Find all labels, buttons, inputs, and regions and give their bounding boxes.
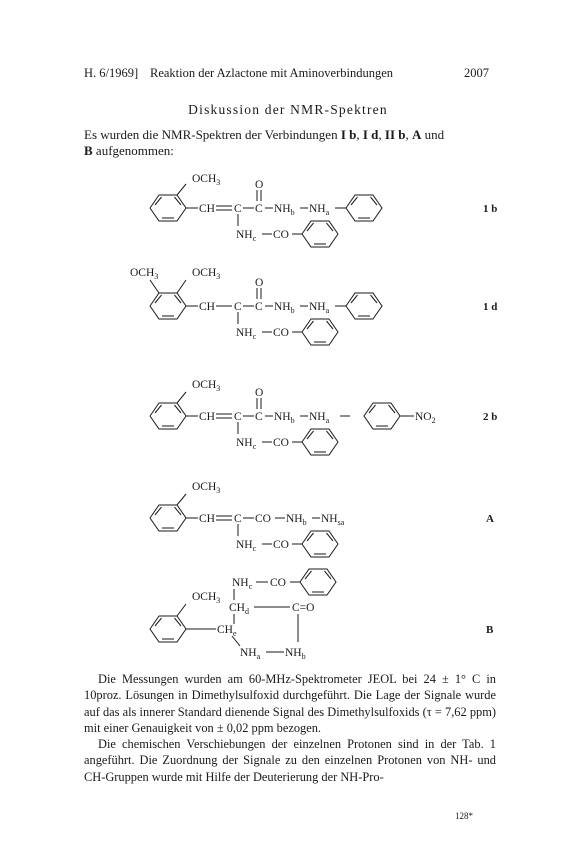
intro-text-end: aufgenommen: bbox=[95, 143, 174, 158]
svg-text:OCH3: $OCH_3$ bbox=[130, 267, 159, 281]
svg-text:OCH3: $OCH_3$ bbox=[192, 173, 221, 187]
svg-text:NO2: $NO_2$ bbox=[415, 411, 436, 425]
signature-mark: 128* bbox=[455, 811, 473, 821]
structure-1d bbox=[130, 267, 497, 345]
svg-text:C: C bbox=[234, 203, 242, 215]
svg-text:C: C bbox=[234, 411, 242, 423]
compound-label-1d: 1 d bbox=[483, 301, 498, 313]
compound-label-1b: 1 b bbox=[483, 203, 498, 215]
svg-text:OCH3: $OCH_3$ bbox=[192, 591, 221, 605]
svg-text:NHc: $NH_c$ bbox=[232, 577, 253, 591]
svg-text:NHb: $NH_b$ bbox=[286, 513, 307, 527]
compound-label-2b: 2 b bbox=[483, 411, 498, 423]
svg-text:NHa: $NH_a$ bbox=[309, 411, 330, 425]
svg-text:C: C bbox=[255, 411, 263, 423]
intro-text: Es wurden die NMR-Spektren der Verbindungen bbox=[84, 127, 338, 142]
svg-text:CO: CO bbox=[273, 327, 289, 339]
svg-text:CH: CH bbox=[199, 513, 215, 525]
compound-ref-a: A bbox=[412, 127, 422, 142]
svg-text:CH: CH bbox=[199, 203, 215, 215]
compound-ref-b: B bbox=[84, 143, 93, 158]
svg-text:C: C bbox=[255, 301, 263, 313]
svg-text:NHa: $NH_a$ bbox=[309, 301, 330, 315]
svg-text:NHc: $NH_c$ bbox=[236, 229, 257, 243]
compound-ref-id: I d bbox=[362, 127, 379, 142]
svg-text:O: O bbox=[255, 277, 264, 289]
svg-text:CO: CO bbox=[270, 577, 286, 589]
svg-text:NHb: $NH_b$ bbox=[285, 647, 306, 661]
svg-text:NHsa: $NH_{sa}$ bbox=[321, 513, 345, 527]
structure-b bbox=[150, 569, 494, 661]
svg-text:C: C bbox=[234, 301, 242, 313]
svg-text:NHc: $NH_c$ bbox=[236, 539, 257, 553]
intro-und: und bbox=[424, 127, 445, 142]
structure-a bbox=[150, 481, 494, 557]
body-paragraph-1: Die Messungen wurden am 60-MHz-Spektrometer JEOL bei 24 ± 1° C in 10proz. Lösungen in Dimethylsulfoxid durchgeführt. Die Lage der Signale wurde auf das als innerer Standard dienende Signal des Dimethylsulfoxids (τ = 7,62 ppm) mit einer Genauigkeit von ± 0,02 ppm bezogen. bbox=[84, 672, 496, 735]
svg-text:CHd: $CH_d$ bbox=[229, 602, 249, 616]
svg-text:CO: CO bbox=[255, 513, 271, 525]
svg-text:OCH3: $OCH_3$ bbox=[192, 379, 221, 393]
svg-text:NHc: $NH_c$ bbox=[236, 437, 257, 451]
svg-text:O: O bbox=[255, 179, 264, 191]
svg-text:CO: CO bbox=[273, 437, 289, 449]
svg-text:C: C bbox=[255, 203, 263, 215]
running-header-left: H. 6/1969] bbox=[84, 66, 139, 80]
svg-text:CO: CO bbox=[273, 229, 289, 241]
svg-text:CHe: $CH_e$ bbox=[217, 624, 237, 638]
svg-text:OCH3: $OCH_3$ bbox=[192, 481, 221, 495]
svg-text:OCH3: $OCH_3$ bbox=[192, 267, 221, 281]
compound-label-b: B bbox=[486, 624, 494, 636]
svg-text:C: C bbox=[234, 513, 242, 525]
page-number: 2007 bbox=[464, 66, 489, 80]
svg-text:NHc: $NH_c$ bbox=[236, 327, 257, 341]
svg-text:NHb: $NH_b$ bbox=[274, 203, 295, 217]
svg-text:NHb: $NH_b$ bbox=[274, 301, 295, 315]
svg-text:C=O: C=O bbox=[292, 602, 315, 614]
svg-text:NHa: $NH_a$ bbox=[309, 203, 330, 217]
section-title: Diskussion der NMR-Spektren bbox=[188, 102, 388, 117]
compound-ref-ib: I b bbox=[340, 127, 357, 142]
structure-2b bbox=[150, 379, 497, 455]
compound-label-a: A bbox=[486, 513, 494, 525]
body-paragraph-2: Die chemischen Verschiebungen der einzelnen Protonen sind in der Tab. 1 angeführt. Die Zuordnung der Signale zu den einzelnen Protonen von NH- und CH-Gruppen wurde mit Hilfe der Deuterierung der NH-Pro- bbox=[84, 737, 496, 784]
compound-ref-iib: II b bbox=[384, 127, 406, 142]
structure-1b bbox=[150, 173, 497, 247]
svg-text:CH: CH bbox=[199, 411, 215, 423]
body-text bbox=[84, 671, 496, 785]
svg-text:NHb: $NH_b$ bbox=[274, 411, 295, 425]
svg-text:CO: CO bbox=[273, 539, 289, 551]
svg-text:NHa: $NH_a$ bbox=[240, 647, 261, 661]
intro-paragraph: Es wurden die NMR-Spektren der Verbindungen I b, I d, II b, A und B aufgenommen: bbox=[84, 127, 445, 158]
svg-text:CH: CH bbox=[199, 301, 215, 313]
running-header-title: Reaktion der Azlactone mit Aminoverbindungen bbox=[150, 66, 393, 80]
svg-text:O: O bbox=[255, 387, 264, 399]
